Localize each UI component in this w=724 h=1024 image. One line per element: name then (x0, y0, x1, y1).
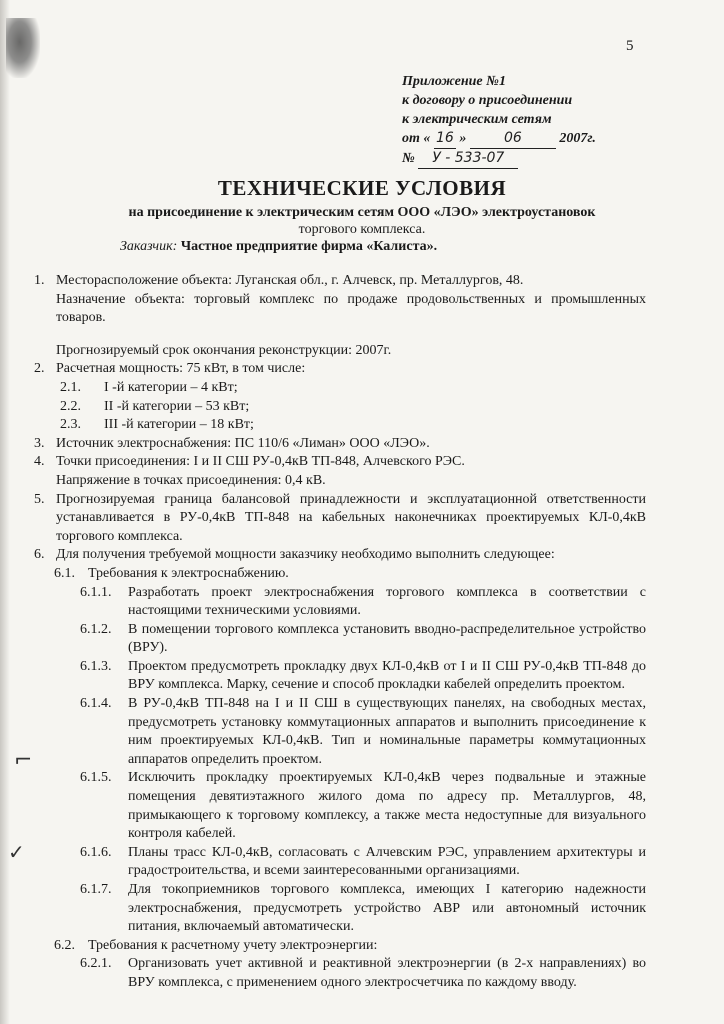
item-text: Проектом предусмотреть прокладку двух КЛ-0,4кВ от I и II СШ РУ-0,4кВ ТП-848 до ВРУ комплекса. Марку, сечение и способ прокладки кабелей определить проектом. (128, 658, 646, 693)
item-text: Требования к расчетному учету электроэнергии: (88, 937, 378, 953)
appendix-title: Приложение №1 (402, 74, 506, 89)
list-item (34, 881, 646, 937)
item-text: Планы трасс КЛ-0,4кВ, согласовать с Алчевским РЭС, управлением архитектуры и градостроительства, и всеми заинтересованными организациями. (128, 844, 646, 879)
appendix-line-2: к договору о присоединении (402, 93, 573, 108)
item-text: Напряжение в точках присоединения: 0,4 кВ. (56, 472, 326, 488)
item-text: Для получения требуемой мощности заказчику необходимо выполнить следующее: (56, 547, 555, 563)
list-item (34, 584, 646, 621)
customer-value: Частное предприятие фирма «Калиста». (180, 239, 438, 254)
item-text: Месторасположение объекта: Луганская обл., г. Алчевск, пр. Металлургов, 48. (56, 273, 524, 288)
page-number: 5 (626, 38, 634, 54)
number-value: У - 533-07 (418, 149, 518, 169)
item-number: 6.1.4. (80, 696, 112, 712)
date-prefix: от « (402, 131, 431, 146)
item-text: Прогнозируемый срок окончания реконструкции: 2007г. (56, 342, 392, 358)
list-item (34, 955, 646, 992)
item-number: 6.1.3. (80, 658, 112, 674)
item-number: 2.2. (60, 398, 81, 414)
list-item (34, 695, 646, 769)
item-text: Требования к электроснабжению. (88, 565, 289, 581)
list-item (34, 621, 646, 658)
number-prefix: № (402, 151, 415, 166)
item-number: 5. (34, 491, 45, 507)
list-item (34, 379, 646, 398)
list-item (34, 546, 646, 565)
document-subtitle: на присоединение к электрическим сетям ООО «ЛЭО» электроустановок (128, 205, 596, 220)
date-year: 2007г. (559, 131, 596, 146)
document-subtitle-2: торгового комплекса. (298, 222, 426, 237)
list-item (34, 291, 646, 328)
list-item (34, 844, 646, 881)
item-number: 2.3. (60, 417, 81, 433)
item-text: В помещении торгового комплекса установить вводно-распределительное устройство (ВРУ). (128, 621, 646, 656)
date-month: 06 (470, 129, 556, 149)
appendix-number (402, 149, 642, 169)
item-text: Назначение объекта: торговый комплекс по продаже продовольственных и промышленных товаров. (56, 291, 646, 326)
item-number: 6.1.1. (80, 584, 112, 600)
list-item (34, 272, 646, 291)
scan-mark-icon (6, 18, 40, 78)
item-number: 3. (34, 435, 45, 451)
item-number: 6.1.5. (80, 770, 112, 786)
list-item (34, 453, 646, 472)
item-text: Организовать учет активной и реактивной электроэнергии (в 2-х направлениях) во ВРУ комплекса, с применением одного электросчетчика по каждому вводу. (128, 956, 646, 990)
item-text: I -й категории – 4 кВт; (104, 379, 238, 395)
margin-bracket-mark: ⌐ (14, 748, 33, 773)
appendix-block (402, 72, 642, 169)
list-item (34, 658, 646, 695)
item-text: Расчетная мощность: 75 кВт, в том числе: (56, 361, 306, 377)
item-text: III -й категории – 18 кВт; (104, 417, 254, 433)
list-item (34, 360, 646, 379)
item-number: 6.1.6. (80, 844, 112, 860)
list-item (34, 398, 646, 417)
list-item (34, 435, 646, 454)
date-mid: » (459, 131, 467, 146)
appendix-date (402, 129, 642, 149)
margin-check-mark: ✓ (8, 840, 25, 864)
list-item (34, 416, 646, 435)
list-item (34, 342, 646, 361)
customer-line (120, 238, 437, 255)
item-text: Для токоприемников торгового комплекса, имеющих I категорию надежности электроснабжения, предусмотреть устройство АВР или автономный источник питания, включаемый автоматически. (128, 882, 646, 935)
item-text: Точки присоединения: I и II СШ РУ-0,4кВ ТП-848, Алчевского РЭС. (56, 454, 465, 470)
item-text: В РУ-0,4кВ ТП-848 на I и II СШ в существующих панелях, на свободных местах, предусмотреть установку коммутационных аппаратов и выполнить присоединение к ним проектируемых КЛ-0,4кВ. Тип и номинальные параметры коммутационных аппаратов определить проектом. (128, 696, 646, 767)
scan-edge (0, 0, 10, 1024)
appendix-line-3: к электрическим сетям (402, 112, 552, 127)
item-number: 1. (34, 273, 45, 288)
item-number: 6.2.1. (80, 956, 112, 972)
item-text: Прогнозируемая граница балансовой принадлежности и эксплуатационной ответственности устанавливается в РУ-0,4кВ ТП-848 на кабельных наконечниках проектируемых КЛ-0,4кВ торгового комплекса. (56, 491, 646, 544)
item-number: 6. (34, 547, 45, 563)
item-text: Разработать проект электроснабжения торгового комплекса в соответствии с настоящими техническими условиями. (128, 584, 646, 619)
item-text: II -й категории – 53 кВт; (104, 398, 250, 414)
item-number: 6.1.7. (80, 882, 112, 897)
list-item (34, 472, 646, 491)
item-number: 2.1. (60, 379, 81, 395)
date-day: 16 (434, 129, 456, 149)
item-number: 2. (34, 361, 45, 377)
list-item (34, 491, 646, 547)
item-number: 6.2. (54, 937, 75, 953)
document-title: ТЕХНИЧЕСКИЕ УСЛОВИЯ (217, 176, 507, 200)
item-text: Исключить прокладку проектируемых КЛ-0,4кВ через подвальные и этажные помещения девятиэтажного жилого дома по адресу пр. Металлургов, 48, примыкающего к торговому комплексу, а также места недоступные для визуального контроля кабелей. (128, 770, 646, 842)
list-item (34, 937, 646, 956)
customer-label: Заказчик: (120, 239, 178, 254)
list-item (34, 565, 646, 584)
item-number: 4. (34, 454, 45, 470)
item-number: 6.1.2. (80, 621, 112, 637)
item-number: 6.1. (54, 565, 75, 581)
item-text: Источник электроснабжения: ПС 110/6 «Лиман» ООО «ЛЭО». (56, 435, 430, 451)
conditions-list (34, 272, 646, 993)
list-item (34, 769, 646, 843)
list-gap (34, 328, 646, 342)
